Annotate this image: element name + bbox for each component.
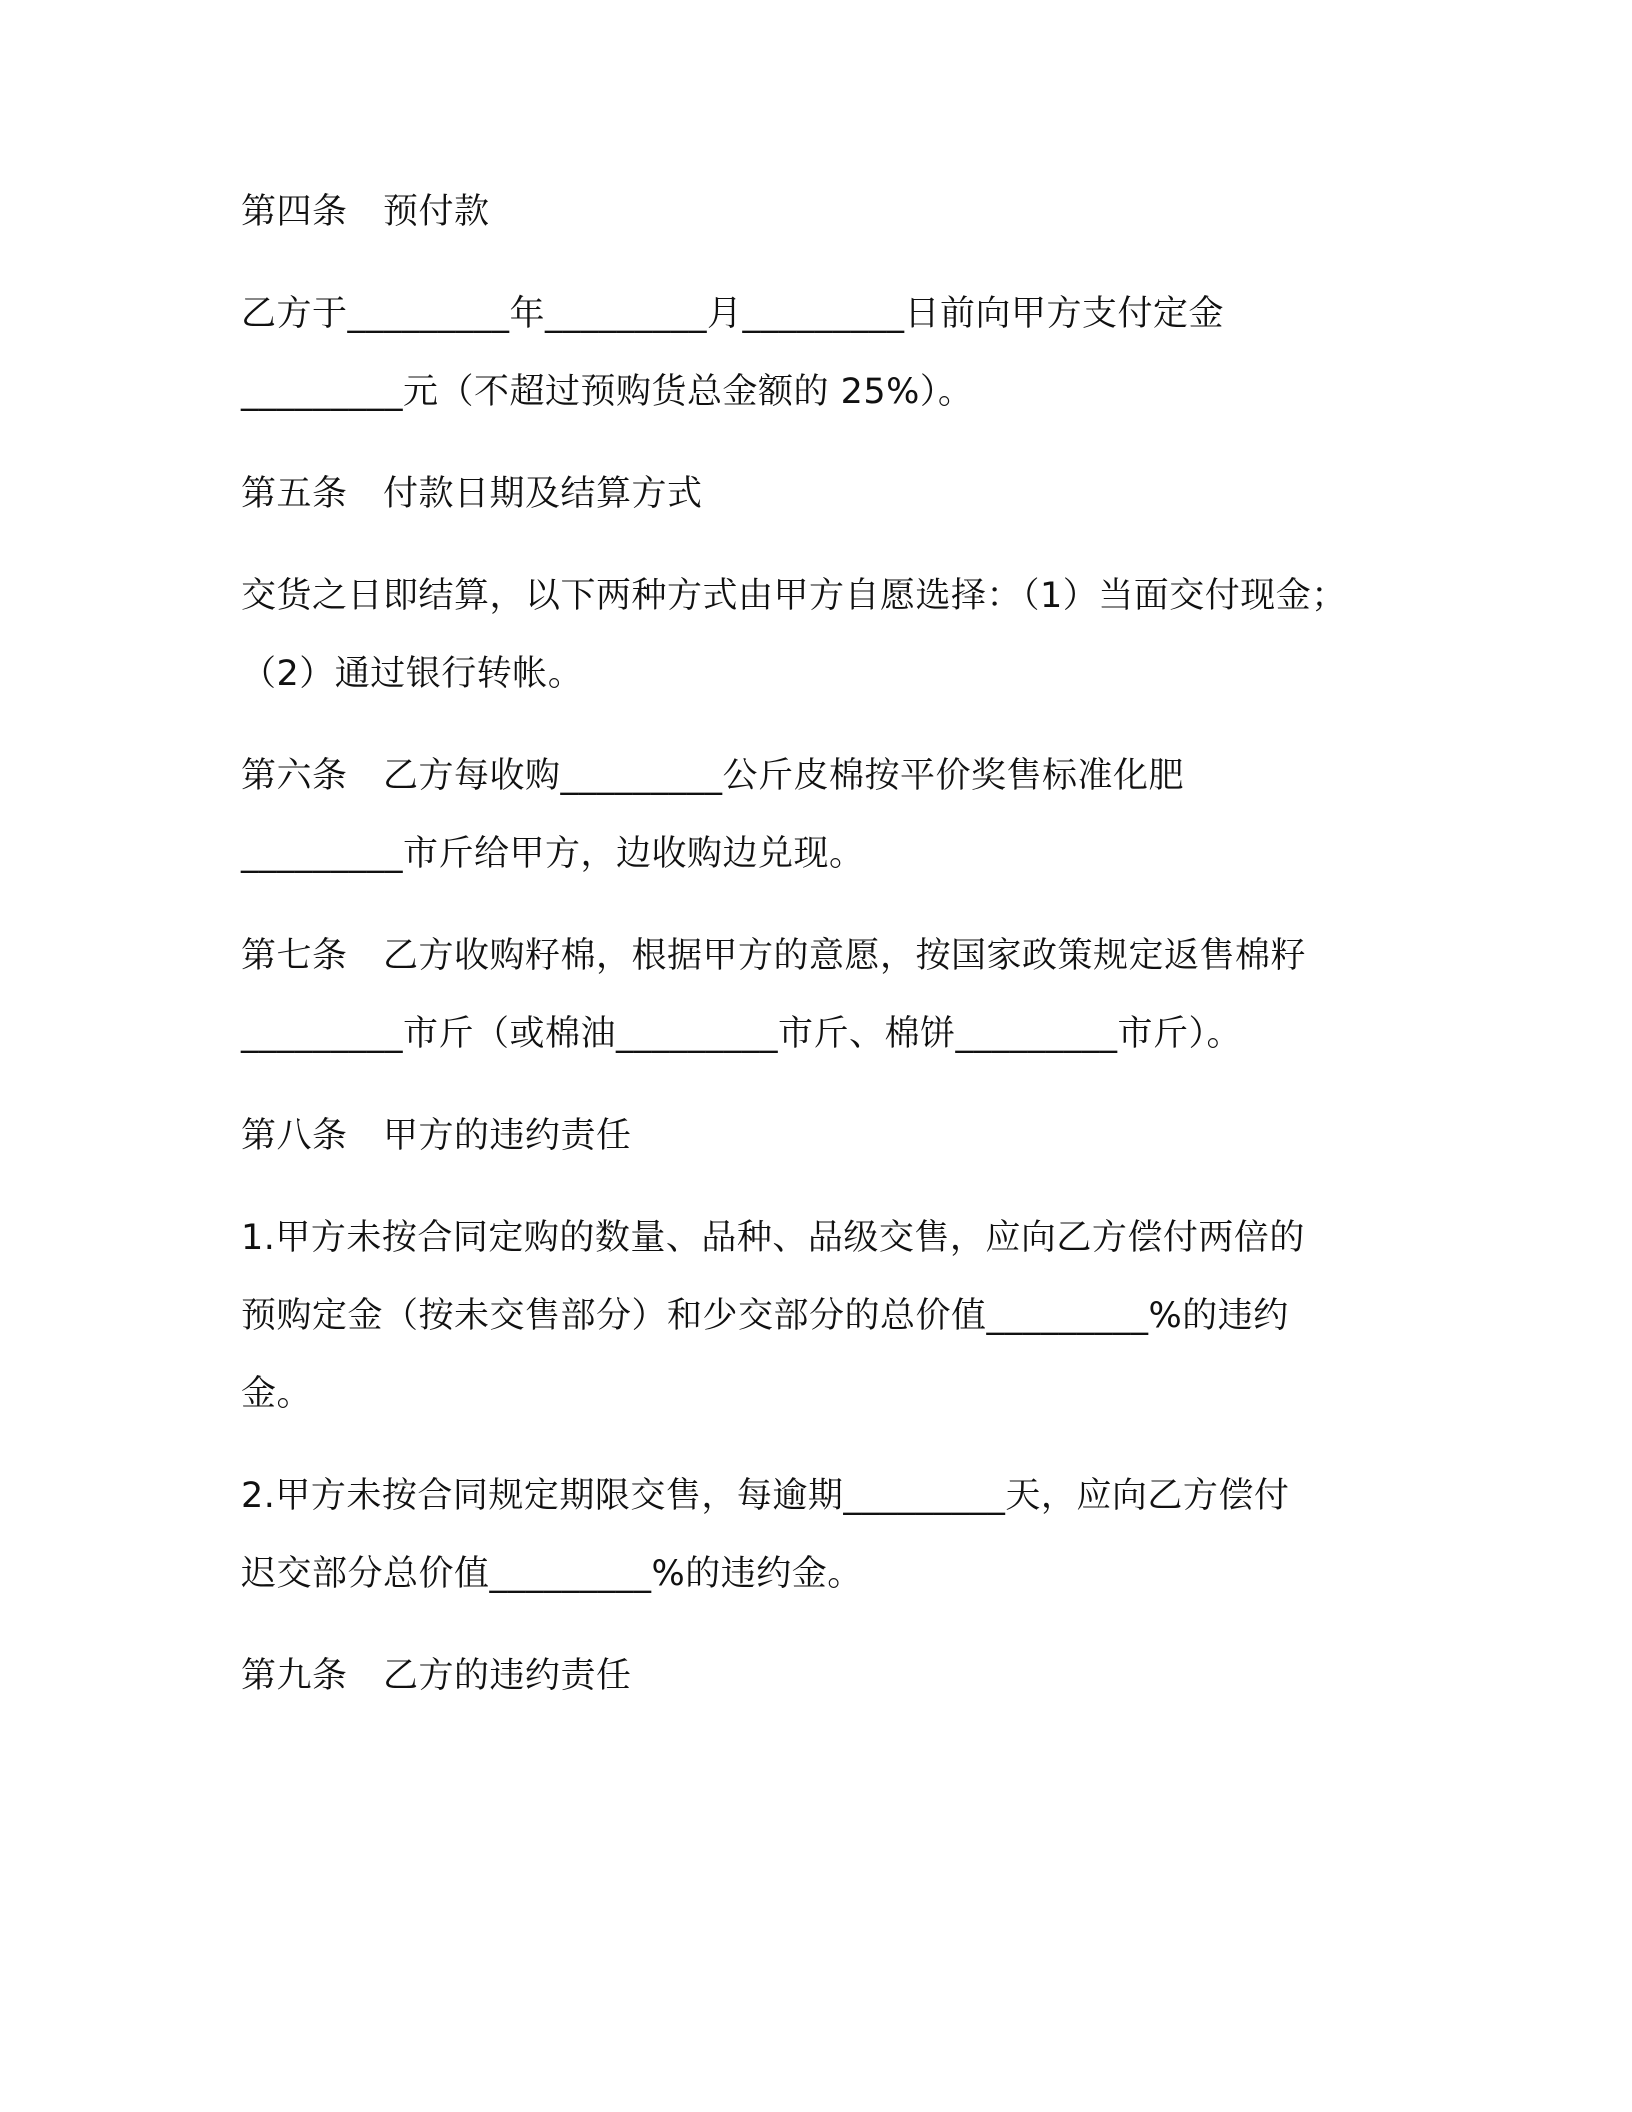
article-5-text-line-2: （2）通过银行转帐。 <box>241 654 584 694</box>
article-8-item-2-line-2: 迟交部分总价值_________%的违约金。 <box>241 1554 863 1594</box>
article-6-text-line-1: 第六条 乙方每收购_________公斤皮棉按平价奖售标准化肥 <box>241 756 1185 796</box>
article-5-heading: 第五条 付款日期及结算方式 <box>241 474 703 514</box>
article-8-item-2-line-1: 2.甲方未按合同规定期限交售，每逾期_________天，应向乙方偿付 <box>241 1476 1290 1516</box>
document-page <box>241 190 1401 1698</box>
article-8-item-1-line-3: 金。 <box>241 1374 313 1414</box>
article-4-heading: 第四条 预付款 <box>241 192 490 232</box>
article-6-text-line-2: _________市斤给甲方，边收购边兑现。 <box>241 834 865 874</box>
article-8-item-1-line-2: 预购定金（按未交售部分）和少交部分的总价值_________%的违约 <box>241 1296 1289 1336</box>
article-4-text-line-1: 乙方于_________年_________月_________日前向甲方支付定金 <box>241 294 1225 334</box>
article-4-text-line-2: _________元（不超过预购货总金额的 25%）。 <box>241 372 974 412</box>
article-5-text-line-1: 交货之日即结算，以下两种方式由甲方自愿选择：（1）当面交付现金； <box>241 576 1347 616</box>
article-9-heading: 第九条 乙方的违约责任 <box>241 1656 632 1696</box>
article-8-item-1-line-1: 1.甲方未按合同定购的数量、品种、品级交售，应向乙方偿付两倍的 <box>241 1218 1305 1258</box>
article-8-heading: 第八条 甲方的违约责任 <box>241 1116 632 1156</box>
article-7-text-line-1: 第七条 乙方收购籽棉，根据甲方的意愿，按国家政策规定返售棉籽 <box>241 936 1307 976</box>
article-7-text-line-2: _________市斤（或棉油_________市斤、棉饼_________市斤）。 <box>241 1014 1243 1054</box>
